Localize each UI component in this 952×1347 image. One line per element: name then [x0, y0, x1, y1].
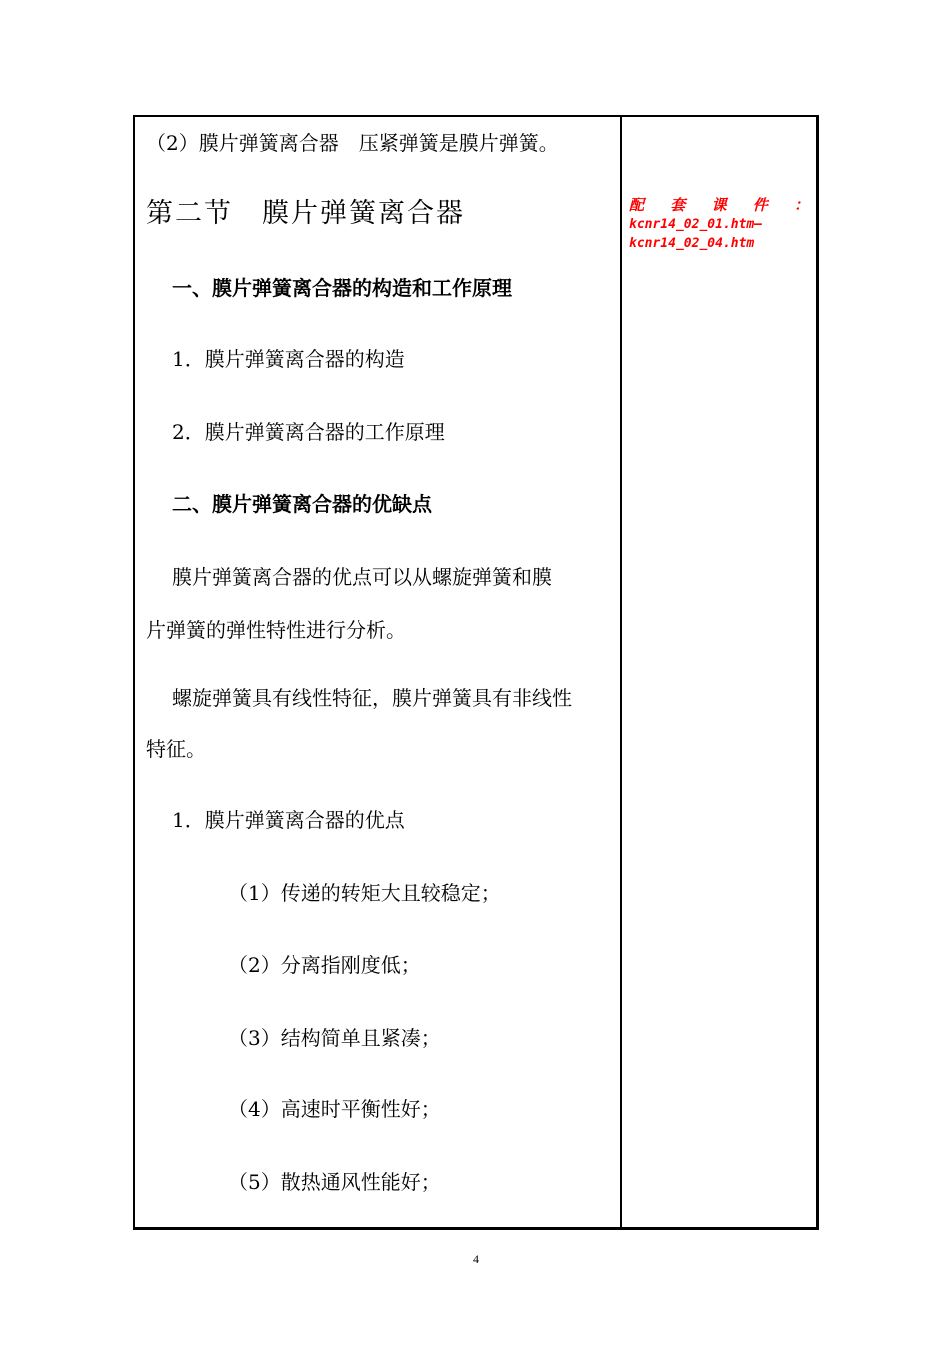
advantage-item: （4）高速时平衡性好； — [228, 1097, 441, 1121]
courseware-note — [629, 196, 809, 253]
courseware-label-char: 套 — [670, 196, 686, 214]
advantage-item: （1）传递的转矩大且较稳定； — [228, 881, 501, 905]
paragraph-2-line-1: 螺旋弹簧具有线性特征，膜片弹簧具有非线性 — [172, 686, 572, 710]
paragraph-1-line-1: 膜片弹簧离合器的优点可以从螺旋弹簧和膜 — [172, 565, 552, 589]
courseware-label-char: 件 — [752, 196, 768, 214]
item-advantages: 1．膜片弹簧离合器的优点 — [172, 808, 405, 832]
advantage-item: （2）分离指刚度低； — [228, 953, 421, 977]
paragraph-2-line-2: 特征。 — [146, 737, 206, 761]
advantage-item: （3）结构简单且紧凑； — [228, 1026, 441, 1050]
paragraph-1-line-2: 片弹簧的弹性特性进行分析。 — [146, 618, 406, 642]
courseware-label-char: ： — [793, 196, 809, 214]
heading-pros-cons: 二、膜片弹簧离合器的优缺点 — [172, 492, 432, 516]
courseware-label-char: 配 — [629, 196, 645, 214]
column-divider — [620, 115, 622, 1230]
courseware-label — [629, 196, 809, 215]
intro-line: （2）膜片弹簧离合器 压紧弹簧是膜片弹簧。 — [146, 131, 559, 155]
heading-construction: 一、膜片弹簧离合器的构造和工作原理 — [172, 276, 512, 300]
courseware-link-start[interactable]: kcnr14_02_01.htm— — [629, 217, 763, 232]
courseware-label-char: 课 — [711, 196, 727, 214]
courseware-link-end[interactable]: kcnr14_02_04.htm — [629, 236, 755, 251]
section-title: 第二节 膜片弹簧离合器 — [146, 198, 465, 229]
item-construction: 1．膜片弹簧离合器的构造 — [172, 347, 405, 371]
advantage-item: （5）散热通风性能好； — [228, 1170, 441, 1194]
page-number: 4 — [473, 1252, 479, 1266]
item-working-principle: 2．膜片弹簧离合器的工作原理 — [172, 420, 445, 444]
